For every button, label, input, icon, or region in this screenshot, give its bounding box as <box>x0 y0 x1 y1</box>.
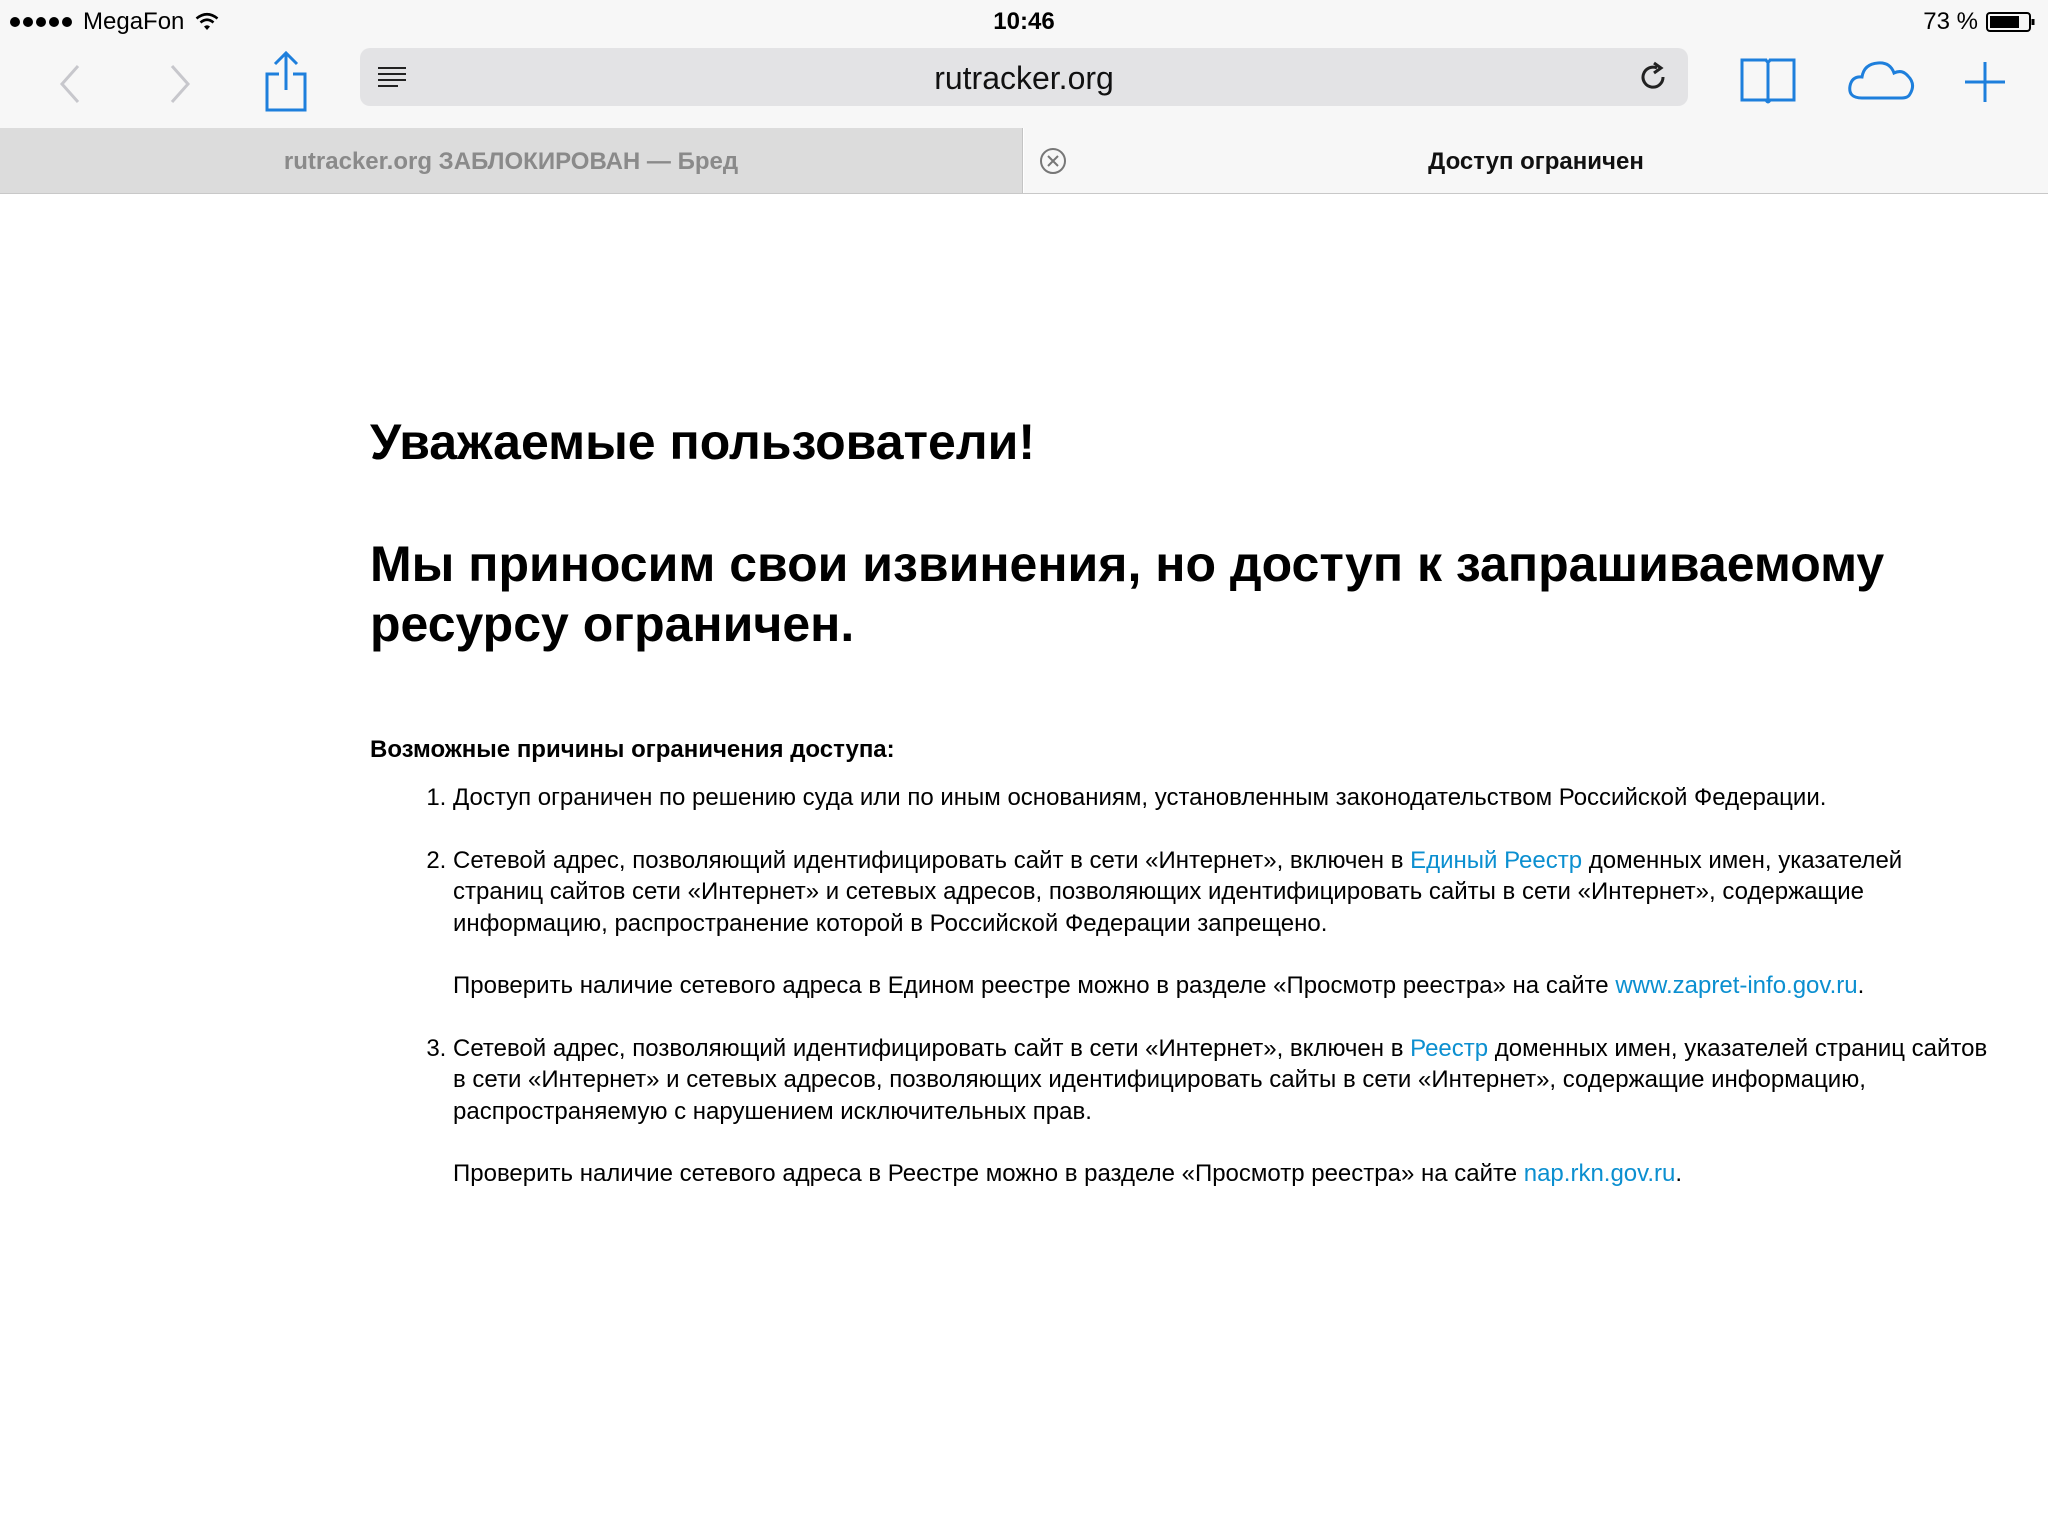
bookmarks-book-icon[interactable] <box>1738 52 1798 112</box>
icloud-tabs-cloud-icon[interactable] <box>1846 52 1918 112</box>
battery-percentage: 73 % <box>1923 8 1978 35</box>
tab-rutracker-blocked[interactable] <box>0 128 1023 193</box>
battery-icon <box>1986 11 2036 33</box>
list-item <box>453 845 1990 1002</box>
tab-label: Доступ ограничен <box>1428 148 1644 175</box>
registry-link[interactable]: Реестр <box>1410 1034 1489 1062</box>
reload-icon[interactable] <box>1636 60 1670 94</box>
reason-text <box>453 845 1990 940</box>
page-greeting: Уважаемые пользователи! <box>370 414 1035 470</box>
zapret-info-link[interactable]: www.zapret-info.gov.ru <box>1615 972 1858 999</box>
share-icon[interactable] <box>262 46 310 118</box>
check-text-before: Проверить наличие сетевого адреса в Реестре можно в разделе «Просмотр реестра» на сайте <box>453 1160 1524 1187</box>
tab-access-restricted[interactable] <box>1024 128 2048 193</box>
unified-registry-link[interactable]: Единый Реестр <box>1410 846 1583 874</box>
address-bar-url: rutracker.org <box>934 60 1114 96</box>
tab-label: rutracker.org ЗАБЛОКИРОВАН — Бред <box>283 148 739 175</box>
carrier-name: MegaFon <box>83 8 185 35</box>
reasons-title: Возможные причины ограничения доступа: <box>370 736 895 763</box>
registry-check-text <box>453 970 1990 1002</box>
reason-text-after: доменных имен, указателей страниц сайтов в сети «Интернет» и сетевых адресов, позволяющих идентифицировать сайты в сети «Интернет», содержащие информацию, распространяемую с нарушением исключительных прав. <box>453 1034 1988 1125</box>
reason-text <box>453 1033 1990 1128</box>
reasons-list <box>370 782 1990 1190</box>
new-tab-plus-icon[interactable] <box>1960 52 2010 112</box>
reason-text-after: доменных имен, указателей страниц сайтов сети «Интернет» и сетевых адресов, позволяющих идентифицировать сайты в сети «Интернет», содержащие информацию, распространение которой в Российской Федерации запрещено. <box>453 846 1903 937</box>
check-text-after: . <box>1857 972 1865 999</box>
address-bar[interactable] <box>360 48 1688 106</box>
browser-toolbar <box>0 44 2048 128</box>
reason-text: 1. Доступ ограничен по решению суда или по иным основаниям, установленным законодательством Российской Федерации. <box>453 784 1827 811</box>
check-text-after: . <box>1675 1160 1683 1187</box>
status-bar <box>0 0 2048 44</box>
list-item <box>453 1033 1990 1190</box>
status-time: 10:46 <box>993 8 1055 35</box>
nap-rkn-link[interactable]: nap.rkn.gov.ru <box>1523 1160 1676 1187</box>
tab-bar <box>0 128 2048 194</box>
back-button[interactable] <box>50 54 90 114</box>
status-right <box>1923 8 2036 36</box>
list-item <box>453 782 1990 814</box>
page-content <box>370 194 1990 1221</box>
reason-text-before: Сетевой адрес, позволяющий идентифицировать сайт в сети «Интернет», включен в <box>453 846 1411 874</box>
page-apology-heading: Мы приносим свои извинения, но доступ к запрашиваемому ресурсу ограничен. <box>370 536 1885 652</box>
check-text-before: Проверить наличие сетевого адреса в Едином реестре можно в разделе «Просмотр реестра» на сайте <box>453 972 1616 999</box>
forward-button[interactable] <box>160 54 200 114</box>
reason-text-before: Сетевой адрес, позволяющий идентифицировать сайт в сети «Интернет», включен в <box>453 1034 1411 1062</box>
registry-check-text <box>453 1158 1990 1190</box>
